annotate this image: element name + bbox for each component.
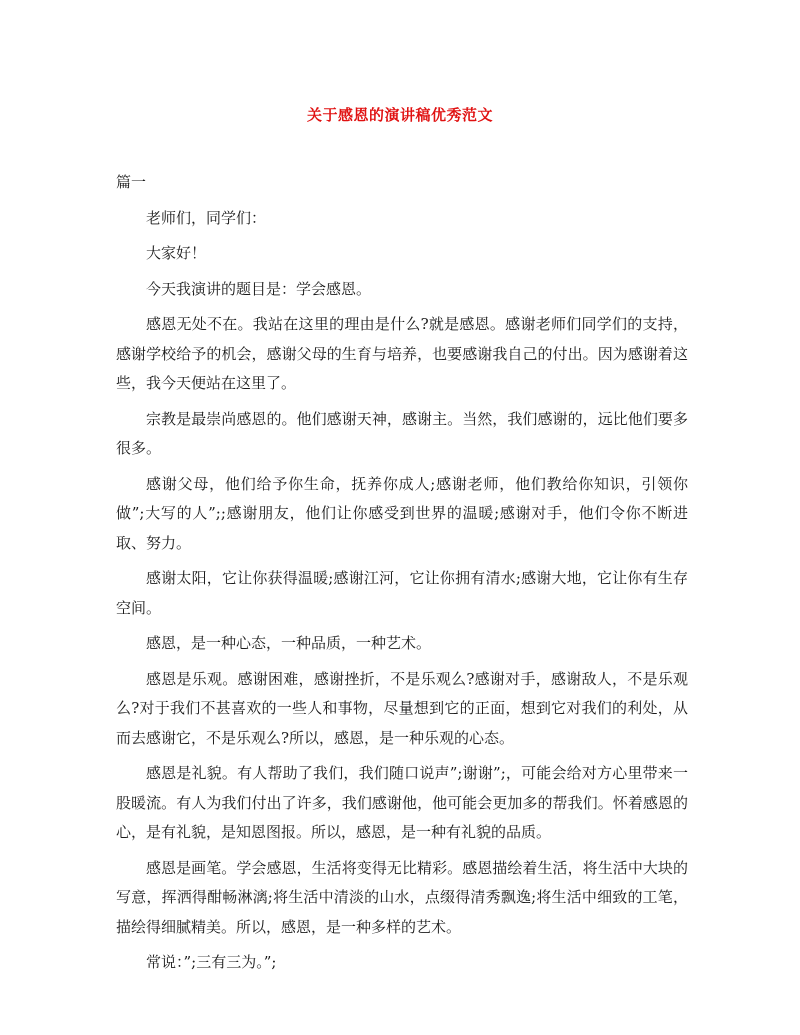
paragraph-salutation: 老师们，同学们： bbox=[146, 208, 267, 227]
paragraph-greeting: 大家好！ bbox=[146, 244, 207, 262]
paragraph: 感恩无处不在。我站在这里的理由是什么?就是感恩。感谢老师们同学们的支持，感谢学校给予的机会，感谢父母的生育与培养，也要感谢我自己的付出。因为感谢着这些，我今天便站在这里了。 bbox=[116, 315, 688, 392]
paragraph: 宗教是最崇尚感恩的。他们感谢天神，感谢主。当然，我们感谢的，远比他们要多很多。 bbox=[116, 409, 688, 457]
paragraph: 感恩，是一种心态，一种品质，一种艺术。 bbox=[146, 634, 432, 652]
paragraph: 感恩是乐观。感谢困难，感谢挫折，不是乐观么?感谢对手，感谢敌人，不是乐观么?对于我们不甚喜欢的一些人和事物，尽量想到它的正面，想到它对我们的利处，从而去感谢它，不是乐观么?所以，感恩，是一种乐观的心态。 bbox=[116, 669, 688, 747]
paragraph-topic: 今天我演讲的题目是：学会感恩。 bbox=[146, 279, 372, 298]
paragraph: 常说：”;三有三为。”; bbox=[146, 953, 277, 971]
document-title: 关于感恩的演讲稿优秀范文 bbox=[306, 106, 493, 124]
section-label: 篇一 bbox=[116, 173, 147, 191]
document-body bbox=[116, 168, 688, 984]
paragraph: 感谢太阳，它让你获得温暖;感谢江河，它让你拥有清水;感谢大地，它让你有生存空间。 bbox=[116, 569, 688, 617]
paragraph: 感谢父母，他们给予你生命，抚养你成人;感谢老师，他们教给你知识，引领你做”;大写的人”;;感谢朋友，他们让你感受到世界的温暖;感谢对手，他们令你不断进取、努力。 bbox=[116, 474, 688, 552]
paragraph: 感恩是礼貌。有人帮助了我们，我们随口说声”;谢谢”;，可能会给对方心里带来一股暖流。有人为我们付出了许多，我们感谢他，他可能会更加多的帮我们。怀着感恩的心，是有礼貌，是知恩图报。所以，感恩，是一种有礼貌的品质。 bbox=[116, 764, 688, 841]
paragraph: 感恩是画笔。学会感恩，生活将变得无比精彩。感恩描绘着生活，将生活中大块的写意，挥洒得酣畅淋漓;将生活中清淡的山水，点缀得清秀飘逸;将生活中细致的工笔，描绘得细腻精美。所以，感恩，是一种多样的艺术。 bbox=[116, 858, 688, 936]
